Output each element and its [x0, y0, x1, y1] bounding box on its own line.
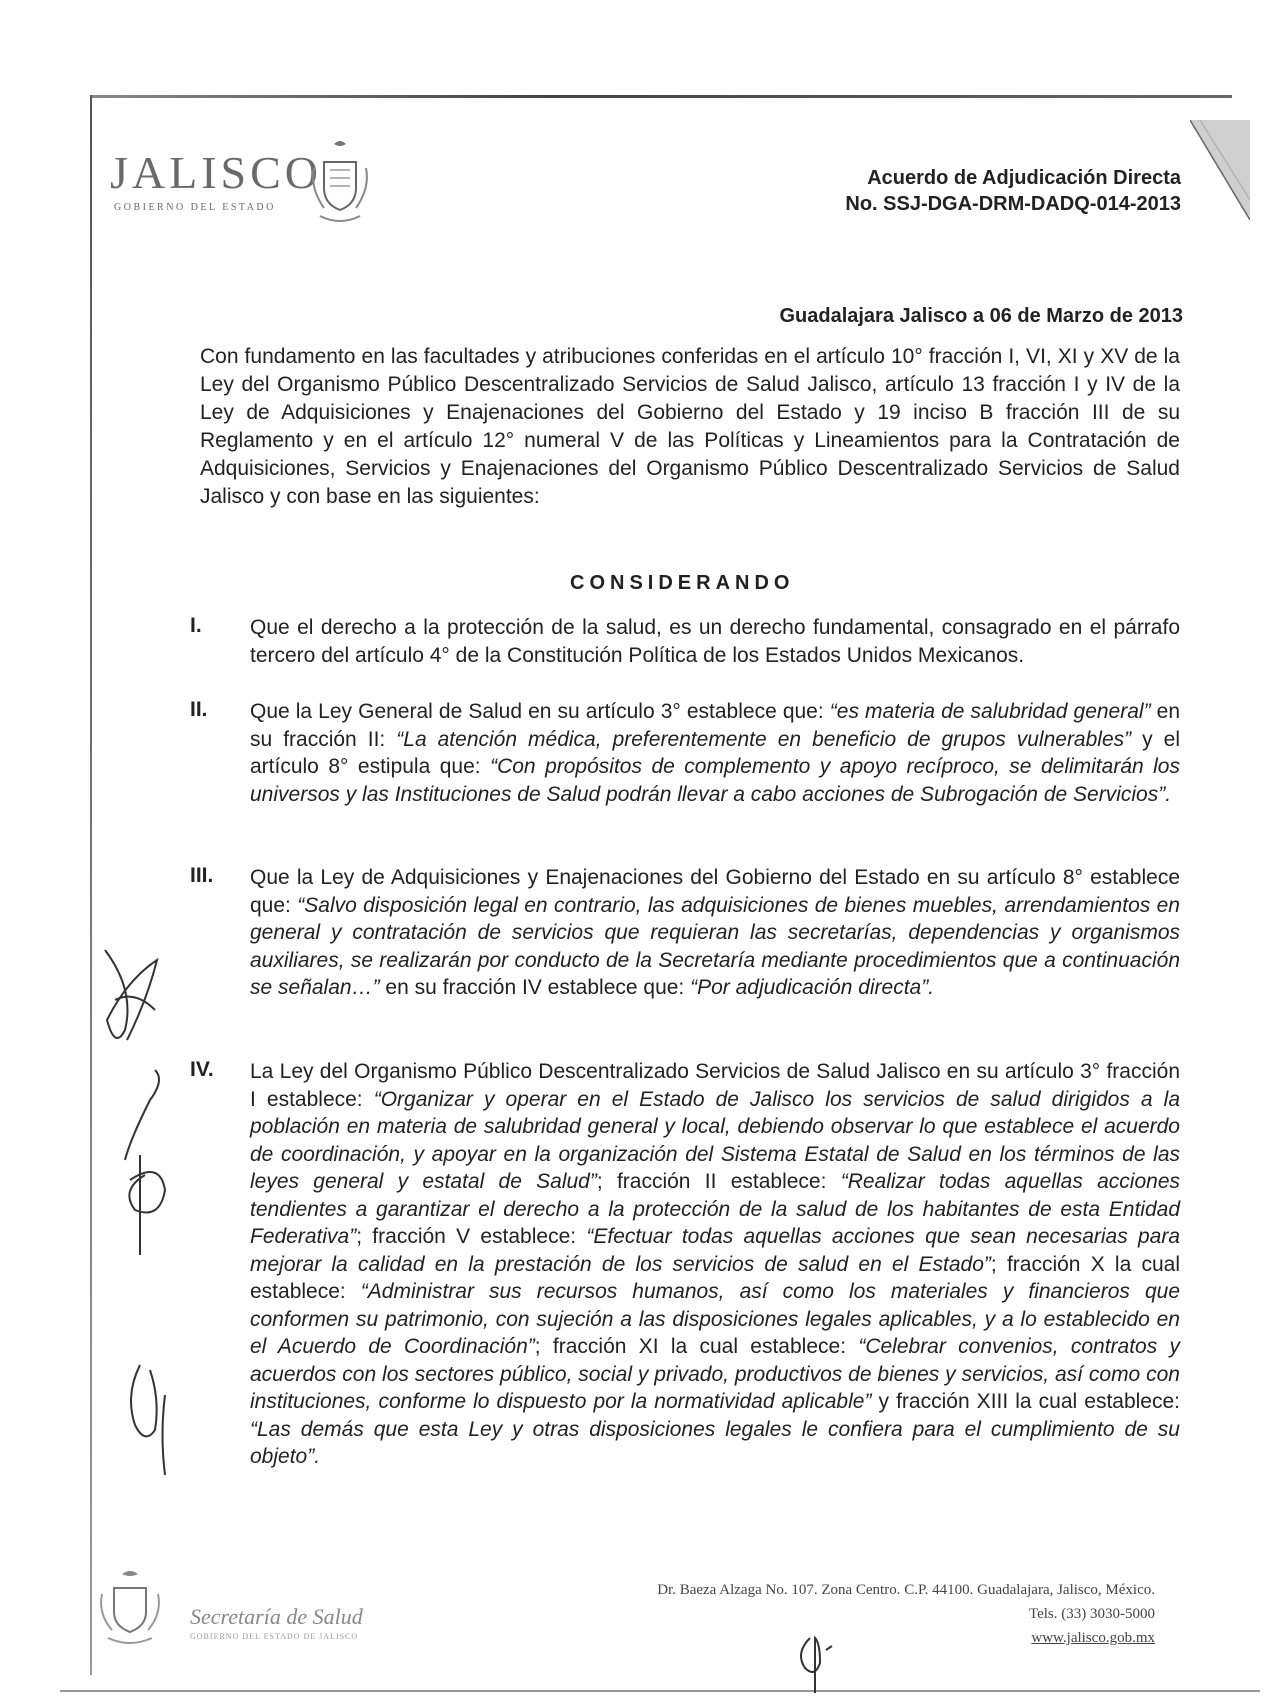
quoted-text: “Efectuar todas aquellas acciones que sean necesarias para mejorar la calidad en la prestación de los servicios de salud en el Estado”: [250, 1225, 1180, 1276]
quoted-text: “La atención médica, preferentemente en beneficio de grupos vulnerables”: [396, 727, 1132, 751]
body-text: ; fracción XI la cual establece:: [534, 1335, 859, 1358]
quoted-text: “Las demás que esta Ley y otras disposiciones legales le confiera para el cumplimiento de su objeto”.: [250, 1417, 1180, 1468]
item-number: II.: [190, 698, 208, 721]
logo-subtitle: GOBIERNO DEL ESTADO: [114, 202, 276, 213]
quoted-text: “Organizar y operar en el Estado de Jalisco los servicios de salud dirigidos a la población en materia de salubridad general y local, debiendo observar lo que establece el acuerdo de coordinación, y apoyar en la organización del Sistema Estatal de Salud en los términos de las leyes general y estatal de Salud”: [250, 1087, 1181, 1193]
document-heading: [845, 165, 1181, 217]
quoted-text: “Salvo disposición legal en contrario, las adquisiciones de bienes muebles, arrendamientos en general y contratación de servicios que requieran las secretarías, dependencias y organismos auxiliares, se realizarán por conducto de la Secretaría mediante procedimientos que a continuación se señalan…”: [250, 893, 1180, 999]
quoted-text: “Realizar todas aquellas acciones tendientes a garantizar el derecho a la protección de la salud de los habitantes de esta Entidad Federativa”: [250, 1170, 1181, 1248]
item-text: [250, 614, 1180, 669]
footer-address-block: [657, 1578, 1155, 1650]
footer-org-name: Secretaría de Salud: [190, 1604, 363, 1629]
item-text: [250, 1058, 1180, 1471]
jalisco-logo: [110, 140, 390, 230]
page-edge-left: [90, 95, 92, 1675]
body-text: La Ley del Organismo Público Descentralizado Servicios de Salud Jalisco en su artículo 3° fracción I establece:: [250, 1060, 1180, 1111]
body-text: en su fracción II:: [250, 700, 1181, 751]
body-text: y fracción XIII la cual establece:: [871, 1390, 1180, 1413]
body-text: ; fracción X la cual establece:: [250, 1252, 1180, 1303]
date-line: Guadalajara Jalisco a 06 de Marzo de 2013: [779, 305, 1183, 327]
page-edge-top: [92, 95, 1232, 98]
body-text: ; fracción V establece:: [356, 1225, 587, 1248]
quoted-text: “Por adjudicación directa”.: [690, 976, 935, 999]
item-number: I.: [190, 614, 202, 637]
intro-paragraph: Con fundamento en las facultades y atribuciones conferidas en el artículo 10° fracción I, VI, XI y XV de la Ley del Organismo Público Descentralizado Servicios de Salud Jalisco, artículo 13 fracción I y IV de la Ley de Adquisiciones y Enajenaciones del Gobierno del Estado y 19 inciso B fracción III de su Reglamento y en el artículo 12° numeral V de las Políticas y Lineamientos para la Contratación de Adquisiciones, Servicios y Enajenaciones del Organismo Público Descentralizado Servicios de Salud Jalisco y con base en las siguientes:: [200, 345, 1180, 508]
item-text: [250, 864, 1180, 1002]
footer-address: Dr. Baeza Alzaga No. 107. Zona Centro. C.P. 44100. Guadalajara, Jalisco, México.: [657, 1582, 1155, 1598]
footer-phone: Tels. (33) 3030-5000: [1028, 1606, 1155, 1622]
document-number: No. SSJ-DGA-DRM-DADQ-014-2013: [845, 193, 1181, 215]
body-text: Que el derecho a la protección de la salud, es un derecho fundamental, consagrado en el párrafo tercero del artículo 4° de la Constitución Política de los Estados Unidos Mexicanos.: [250, 616, 1180, 667]
item-text: [250, 698, 1180, 808]
footer-logo: [90, 1570, 390, 1650]
coat-of-arms-icon: [310, 138, 370, 228]
logo-wordmark: JALISCO: [110, 147, 323, 198]
document-title: Acuerdo de Adjudicación Directa: [867, 167, 1181, 189]
footer-website-link[interactable]: www.jalisco.gob.mx: [1031, 1630, 1155, 1646]
quoted-text: “Con propósitos de complemento y apoyo recíproco, se delimitarán los universos y las Instituciones de Salud podrán llevar a cabo acciones de Subrogación de Servicios”.: [250, 755, 1180, 806]
handwritten-initials: [95, 940, 175, 1060]
body-text: y el artículo 8° estipula que:: [250, 727, 1181, 778]
quoted-text: “Administrar sus recursos humanos, así como los materiales y financieros que conformen su patrimonio, con sujeción a las disposiciones legales aplicables, y a lo establecido en el Acuerdo de Coordinación”: [250, 1280, 1180, 1358]
coat-of-arms-icon: [90, 1570, 170, 1650]
body-text: ; fracción II establece:: [596, 1170, 841, 1193]
item-number: IV.: [190, 1058, 214, 1081]
body-text: Que la Ley de Adquisiciones y Enajenaciones del Gobierno del Estado en su artículo 8° establece que:: [250, 866, 1180, 917]
handwritten-signature: [110, 1060, 180, 1260]
item-number: III.: [190, 864, 214, 887]
body-text: Que la Ley General de Salud en su artículo 3° establece que:: [250, 700, 830, 723]
section-title: CONSIDERANDO: [570, 572, 795, 594]
quoted-text: “Celebrar convenios, contratos y acuerdos con los sectores público, social y privado, productivos de bienes y servicios, así como con instituciones, conforme lo dispuesto por la normatividad aplicable”: [250, 1335, 1181, 1413]
handwritten-mark: [120, 1355, 180, 1475]
body-text: en su fracción IV establece que:: [379, 976, 691, 999]
page-edge-bottom: [60, 1690, 1260, 1692]
footer-org-subtitle: GOBIERNO DEL ESTADO DE JALISCO: [190, 1632, 359, 1641]
quoted-text: “es materia de salubridad general”: [829, 700, 1151, 723]
page-corner-fold: [1190, 120, 1250, 220]
